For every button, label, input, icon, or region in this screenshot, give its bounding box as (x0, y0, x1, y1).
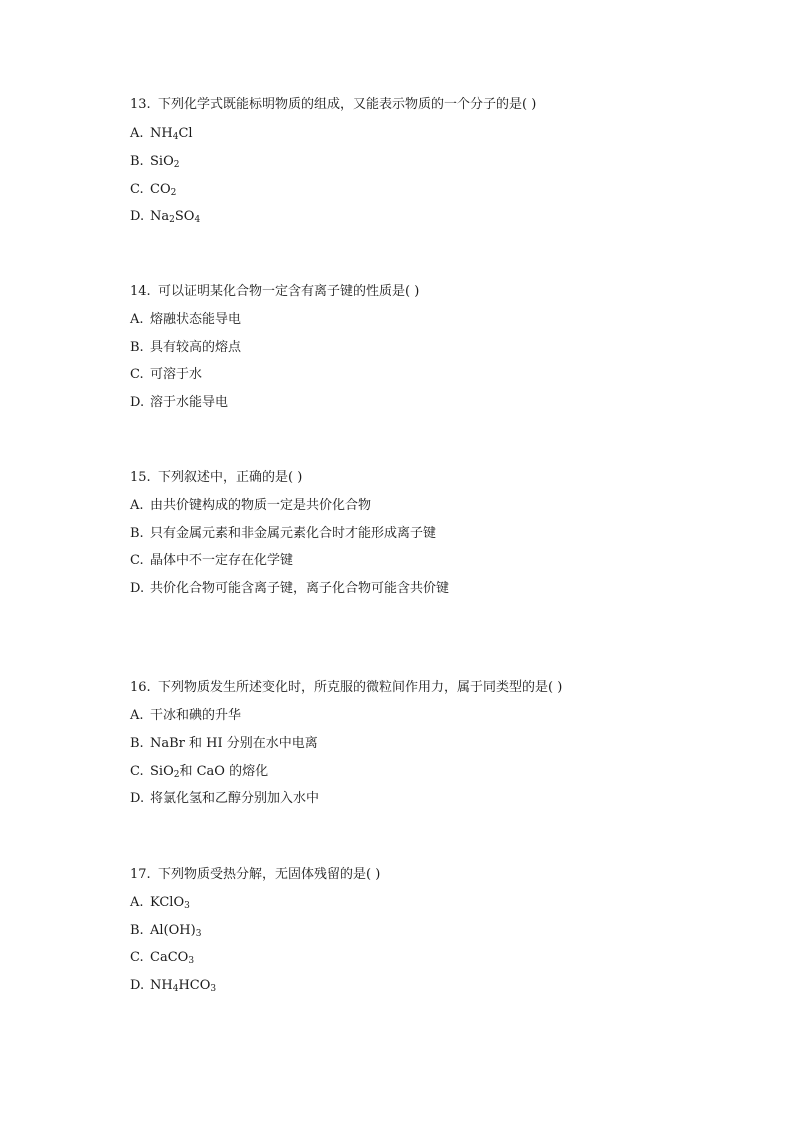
option-letter: D. (130, 791, 145, 806)
option-d[interactable] (130, 208, 200, 226)
option-a[interactable] (130, 707, 241, 725)
option-text (150, 498, 371, 513)
subscript: 2 (173, 770, 180, 780)
option-letter: A. (130, 498, 144, 513)
option-text-part: SiO (150, 154, 174, 169)
option-a[interactable] (130, 125, 193, 143)
option-b[interactable] (130, 735, 318, 753)
option-text (150, 708, 241, 723)
option-letter: A. (130, 126, 144, 141)
option-text-part: CaCO (150, 950, 189, 965)
option-c[interactable] (130, 949, 194, 967)
option-text-part: NH (150, 126, 173, 141)
option-d[interactable] (130, 580, 449, 598)
question-number: 14. (130, 284, 151, 299)
option-a[interactable] (130, 894, 190, 912)
question-text: 下列化学式既能标明物质的组成，又能表示物质的一个分子的是( ) (158, 97, 537, 112)
option-text-part: NH (150, 978, 173, 993)
option-text (150, 209, 200, 224)
option-letter: D. (130, 395, 145, 410)
option-text (150, 923, 201, 938)
option-text (150, 895, 190, 910)
option-text-part: 只有金属元素和非金属元素化合时才能形成离子键 (150, 526, 437, 541)
option-a[interactable] (130, 311, 241, 329)
option-letter: C. (130, 367, 144, 382)
subscript: 3 (210, 984, 217, 994)
subscript: 2 (173, 160, 180, 170)
option-text-part: 将氯化氢和乙醇分别加入水中 (150, 791, 320, 806)
option-text-part: 由共价键构成的物质一定是共价化合物 (150, 498, 372, 513)
option-text (150, 367, 202, 382)
option-text-part: 共价化合物可能含离子键，离子化合物可能含共价键 (150, 581, 450, 596)
option-letter: A. (130, 708, 144, 723)
option-letter: D. (130, 978, 145, 993)
option-letter: D. (130, 209, 145, 224)
question-stem (130, 96, 536, 114)
option-letter: B. (130, 154, 144, 169)
option-text (150, 126, 193, 141)
option-text (150, 764, 268, 779)
option-letter: A. (130, 895, 144, 910)
option-text-part: Na (150, 209, 170, 224)
option-b[interactable] (130, 339, 241, 357)
option-letter: C. (130, 764, 144, 779)
option-text-part: 可溶于水 (150, 367, 203, 382)
subscript: 3 (188, 956, 195, 966)
question-number: 15. (130, 470, 151, 485)
subscript: 3 (184, 901, 190, 911)
option-letter: A. (130, 312, 144, 327)
option-b[interactable] (130, 922, 201, 940)
option-text-part: 和 CaO 的熔化 (179, 764, 269, 779)
option-letter: D. (130, 581, 145, 596)
option-text-part: SO (174, 209, 195, 224)
option-text-part: Al(OH) (150, 923, 196, 938)
option-text-part: NaBr 和 HI 分别在水中电离 (150, 736, 318, 751)
option-text-part: KClO (150, 895, 185, 910)
option-letter: C. (130, 553, 144, 568)
option-text (150, 736, 318, 751)
subscript: 2 (169, 215, 175, 225)
question-stem (130, 679, 562, 697)
question-stem (130, 866, 380, 884)
question-number: 16. (130, 680, 151, 695)
question-text: 可以证明某化合物一定含有离子键的性质是( ) (158, 284, 420, 299)
option-text-part: 具有较高的熔点 (150, 340, 242, 355)
option-text (150, 154, 179, 169)
question-text: 下列物质发生所述变化时，所克服的微粒间作用力，属于同类型的是( ) (158, 680, 563, 695)
option-text-part: SiO (150, 764, 174, 779)
option-text (150, 312, 241, 327)
option-text-part: HCO (178, 978, 211, 993)
subscript: 4 (172, 132, 179, 142)
subscript: 4 (172, 984, 179, 994)
option-text-part: 熔融状态能导电 (150, 312, 242, 327)
option-text-part: 晶体中不一定存在化学键 (150, 553, 294, 568)
option-text (150, 950, 194, 965)
question-number: 13. (130, 97, 151, 112)
option-text (150, 526, 436, 541)
option-c[interactable] (130, 366, 202, 384)
option-text (150, 182, 176, 197)
option-b[interactable] (130, 525, 436, 543)
option-letter: C. (130, 950, 144, 965)
option-c[interactable] (130, 552, 293, 570)
option-text-part: 干冰和碘的升华 (150, 708, 242, 723)
question-stem (130, 469, 302, 487)
option-text (150, 395, 228, 410)
option-d[interactable] (130, 977, 216, 995)
option-text (150, 340, 241, 355)
option-a[interactable] (130, 497, 371, 515)
question-text: 下列物质受热分解，无固体残留的是( ) (158, 867, 381, 882)
option-c[interactable] (130, 763, 268, 781)
subscript: 3 (195, 929, 202, 939)
option-text (150, 978, 216, 993)
question-text: 下列叙述中，正确的是( ) (158, 470, 303, 485)
option-letter: C. (130, 182, 144, 197)
option-letter: B. (130, 736, 144, 751)
option-letter: B. (130, 526, 144, 541)
question-stem (130, 283, 419, 301)
option-text (150, 791, 319, 806)
option-letter: B. (130, 340, 144, 355)
option-text-part: Cl (178, 126, 193, 141)
option-d[interactable] (130, 790, 319, 808)
option-d[interactable] (130, 394, 228, 412)
option-text-part: 溶于水能导电 (150, 395, 229, 410)
option-text-part: CO (150, 182, 171, 197)
subscript: 4 (194, 215, 201, 225)
option-b[interactable] (130, 153, 179, 171)
option-text (150, 581, 449, 596)
option-text (150, 553, 293, 568)
subscript: 2 (170, 188, 177, 198)
question-number: 17. (130, 867, 151, 882)
option-letter: B. (130, 923, 144, 938)
option-c[interactable] (130, 181, 176, 199)
